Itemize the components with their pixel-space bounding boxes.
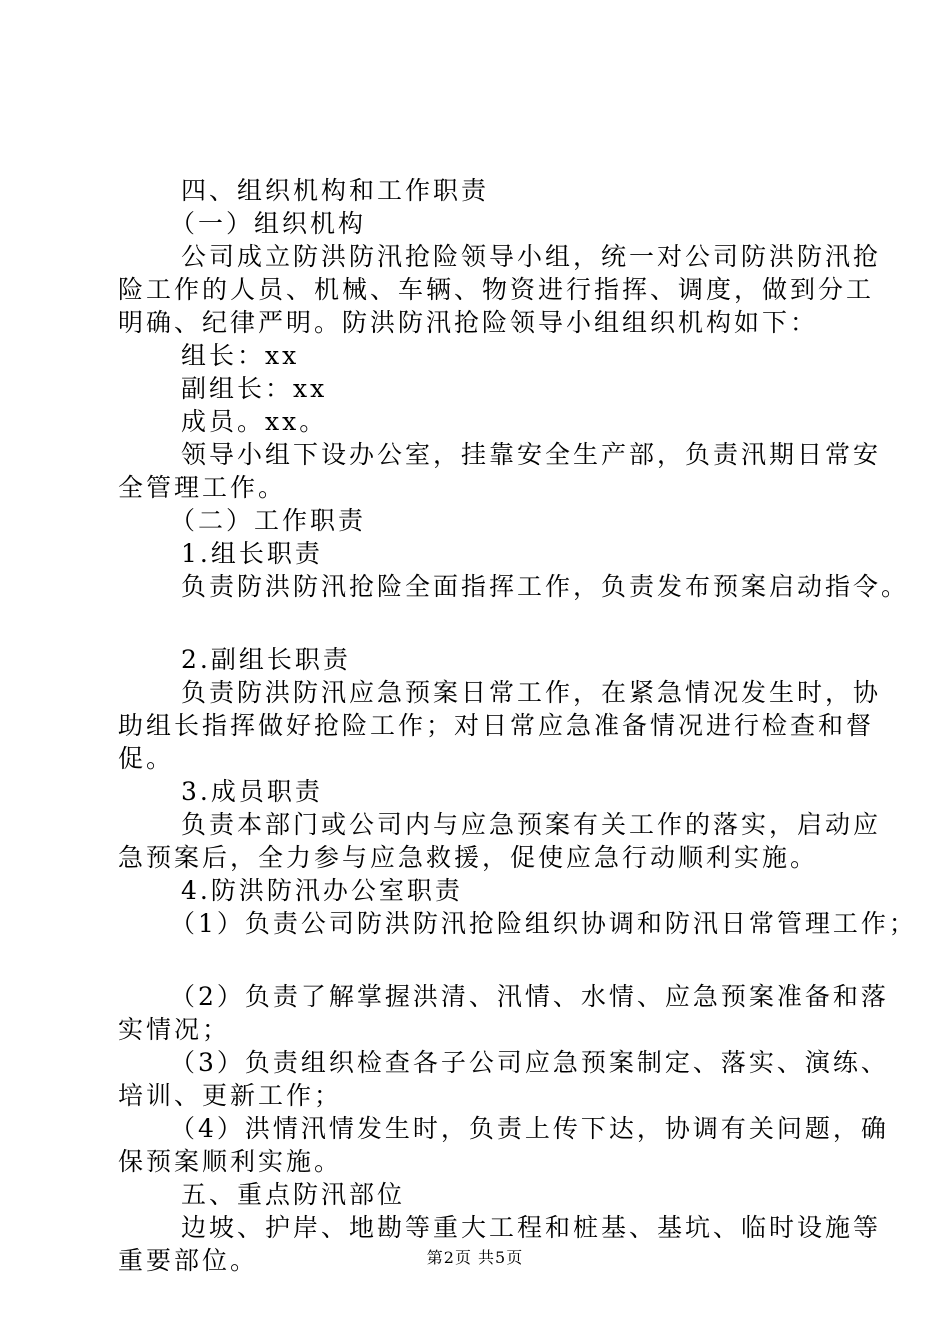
paragraph-line: 急预案后，全力参与应急救援，促使应急行动顺利实施。 xyxy=(118,843,819,872)
paragraph-line: 领导小组下设办公室，挂靠安全生产部，负责汛期日常安 xyxy=(181,440,882,469)
list-item-line: （3）负责组织检查各子公司应急预案制定、落实、演练、 xyxy=(170,1048,889,1077)
paragraph-gap xyxy=(118,603,838,643)
section-heading-key-areas: 五、重点防汛部位 xyxy=(181,1180,406,1209)
item-heading-deputy-duties: 2.副组长职责 xyxy=(181,645,351,674)
document-body xyxy=(118,174,917,1277)
page-number-footer: 第2页 共5页 xyxy=(426,1248,524,1267)
subsection-heading-structure: （一）组织机构 xyxy=(170,209,367,238)
section-heading-organization: 四、组织机构和工作职责 xyxy=(181,176,490,205)
item-heading-member-duties: 3.成员职责 xyxy=(181,777,323,806)
paragraph-line: 险工作的人员、机械、车辆、物资进行指挥、调度，做到分工 xyxy=(118,275,875,304)
paragraph-line: 公司成立防洪防汛抢险领导小组，统一对公司防洪防汛抢 xyxy=(181,242,882,271)
paragraph-line: 助组长指挥做好抢险工作；对日常应急准备情况进行检查和督 xyxy=(118,711,875,740)
paragraph-gap xyxy=(118,940,838,980)
list-item-line: （2）负责了解掌握洪清、汛情、水情、应急预案准备和落 xyxy=(170,982,889,1011)
subsection-heading-duties: （二）工作职责 xyxy=(170,506,367,535)
paragraph-line: 全管理工作。 xyxy=(118,473,287,502)
item-heading-office-duties: 4.防洪防汛办公室职责 xyxy=(181,876,463,905)
list-item-line: （4）洪情汛情发生时，负责上传下达，协调有关问题，确 xyxy=(170,1114,889,1143)
paragraph-line: 明确、纪律严明。防洪防汛抢险领导小组组织机构如下： xyxy=(118,308,819,337)
paragraph-line: 重要部位。 xyxy=(118,1246,259,1275)
list-item-line: （1）负责公司防洪防汛抢险组织协调和防汛日常管理工作； xyxy=(170,909,917,938)
paragraph-line: 促。 xyxy=(118,744,175,773)
paragraph-line: 负责本部门或公司内与应急预案有关工作的落实，启动应 xyxy=(181,810,882,839)
list-item-line: 实情况； xyxy=(118,1015,231,1044)
paragraph-line: 边坡、护岸、地勘等重大工程和桩基、基坑、临时设施等 xyxy=(181,1213,882,1242)
list-item-line: 保预案顺利实施。 xyxy=(118,1147,343,1176)
deputy-leader-line: 副组长：xx xyxy=(181,374,328,403)
leader-line: 组长：xx xyxy=(181,341,300,370)
list-item-line: 培训、更新工作； xyxy=(118,1081,343,1110)
item-heading-leader-duties: 1.组长职责 xyxy=(181,539,323,568)
members-line: 成员。xx。 xyxy=(181,407,328,436)
paragraph-line: 负责防洪防汛抢险全面指挥工作，负责发布预案启动指令。 xyxy=(181,572,910,601)
paragraph-line: 负责防洪防汛应急预案日常工作，在紧急情况发生时，协 xyxy=(181,678,882,707)
